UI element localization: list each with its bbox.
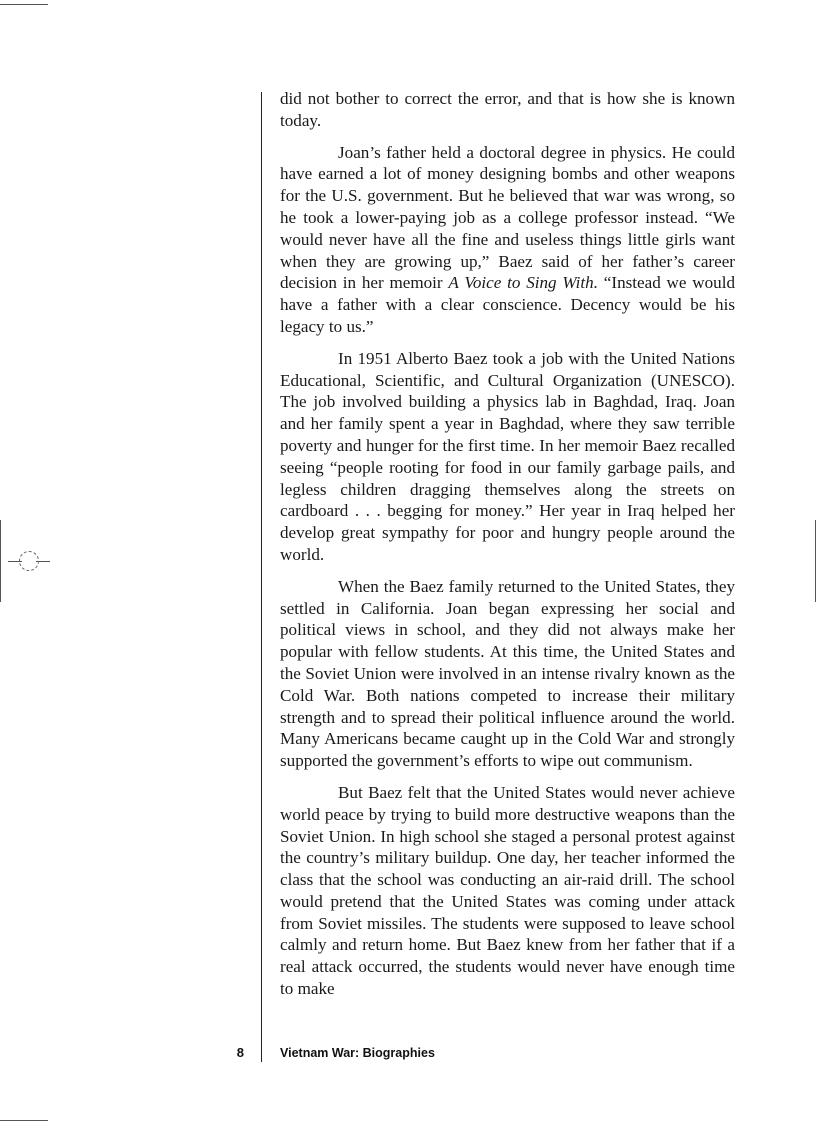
paragraph-text: When the Baez family returned to the United States, they settled in California. Joan began expressing her social and political views in school, and they did not always make her popular with fellow students. At this time, the United States and the Soviet Union were involved in an intense rivalry known as the Cold War. Both nations competed to increase their military strength and to spread their political influence around the world. Many Americans became caught up in the Cold War and strongly supported the government’s efforts to wipe out communism. bbox=[280, 576, 735, 771]
paragraph bbox=[280, 782, 735, 1000]
paragraph-text: Joan’s father held a doctoral degree in physics. He could have earned a lot of money designing bombs and other weapons for the U.S. government. But he believed that war was wrong, so he took a lower-paying job as a college professor instead. “We would never have all the fine and useless things little girls want when they are growing up,” Baez said of her father’s career decision in her memoir bbox=[280, 142, 735, 293]
paragraph-text: “Instead we would have a father with a clear conscience. Decency would be his legacy to us.” bbox=[280, 273, 735, 336]
registration-target-icon bbox=[19, 551, 39, 571]
paragraph bbox=[280, 576, 735, 772]
page-number: 8 bbox=[236, 1045, 244, 1060]
crop-mark-top-left bbox=[0, 4, 48, 5]
paragraph-text: But Baez felt that the United States would never achieve world peace by trying to build more destructive weapons than the Soviet Union. In high school she staged a personal protest against the country’s military buildup. One day, her teacher informed the class that the school was conducting an air-raid drill. The school would pretend that the United States was coming under attack from Soviet missiles. The students were supposed to leave school calmly and return home. But Baez knew from her father that if a real attack occurred, the students would never have enough time to make bbox=[280, 782, 735, 999]
margin-rule bbox=[261, 92, 262, 1062]
book-title: A Voice to Sing With. bbox=[448, 273, 599, 293]
body-text bbox=[280, 88, 735, 1010]
crop-mark-left-side bbox=[0, 520, 1, 602]
paragraph bbox=[280, 88, 735, 132]
paragraph bbox=[280, 348, 735, 566]
paragraph-text: In 1951 Alberto Baez took a job with the United Nations Educational, Scientific, and Cultural Organization (UNESCO). The job involved building a physics lab in Baghdad, Iraq. Joan and her family spent a year in Baghdad, where they saw terrible poverty and hunger for the first time. In her memoir Baez recalled seeing “people rooting for food in our family garbage pails, and legless children dragging themselves along the streets on cardboard . . . begging for money.” Her year in Iraq helped her develop great sympathy for poor and hungry people around the world. bbox=[280, 348, 735, 564]
running-head: Vietnam War: Biographies bbox=[280, 1046, 435, 1060]
crop-mark-bottom-left bbox=[0, 1120, 48, 1121]
paragraph-text: did not bother to correct the error, and that is how she is known today. bbox=[280, 89, 735, 130]
paragraph bbox=[280, 142, 735, 338]
